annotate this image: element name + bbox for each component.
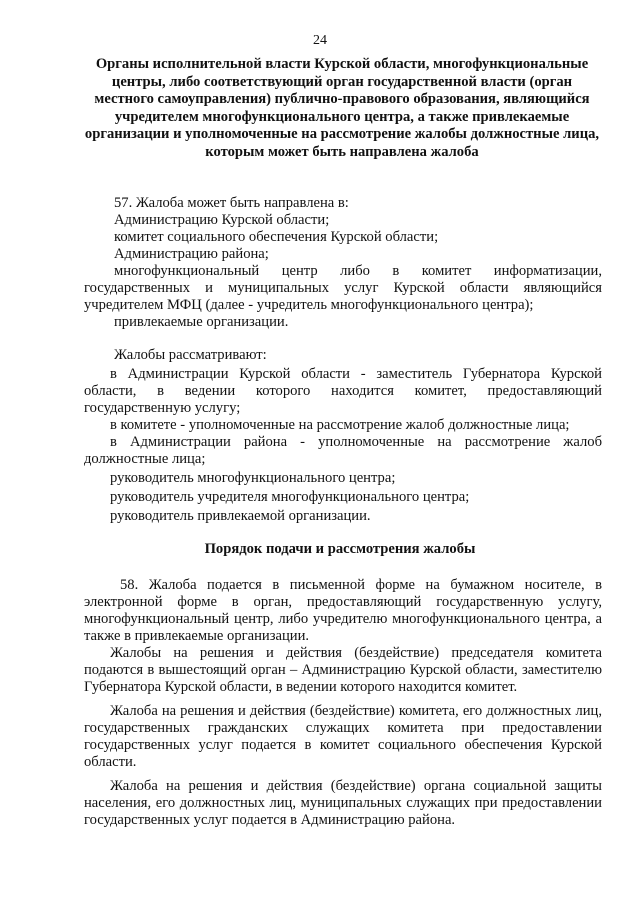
reviewer-item: в Администрации Курской области - заместитель Губернатора Курской области, в ведении которого находится комитет, предоставляющий государственную услугу; (84, 366, 602, 416)
reviewer-item: руководитель многофункционального центра; (110, 470, 396, 486)
clause-57-intro: 57. Жалоба может быть направлена в: (114, 195, 349, 211)
recipient-item: комитет социального обеспечения Курской области; (114, 229, 439, 245)
clause-58-paragraph: Жалоба на решения и действия (бездействие) органа социальной защиты населения, его должностных лиц, муниципальных служащих при предоставлении государственных услуг подается в Администрацию района. (84, 778, 602, 828)
page-number: 24 (313, 33, 327, 48)
clause-57 (84, 195, 602, 331)
reviewers-list (84, 347, 602, 525)
clause-58 (84, 577, 602, 829)
reviewer-item: руководитель учредителя многофункционального центра; (110, 489, 470, 505)
clause-58-paragraph: Жалобы на решения и действия (бездействие) председателя комитета подаются в вышестоящий орган – Администрацию Курской области, заместителю Губернатора Курской области, в ведении которого находится комитет. (84, 645, 602, 695)
section-heading: Органы исполнительной власти Курской области, многофункциональные центры, либо соответствующий орган государственной власти (орган местного самоуправления) публично-правового образования, являющийся учредителем многофункционального центра, а также привлекаемые организации и уполномоченные на рассмотрение жалобы должностные лица, которым может быть направлена жалоба (84, 56, 600, 160)
recipient-item: привлекаемые организации. (114, 314, 289, 330)
reviewer-item: руководитель привлекаемой организации. (110, 508, 371, 524)
recipient-item: Администрацию района; (114, 246, 269, 262)
reviewers-intro: Жалобы рассматривают: (114, 347, 267, 363)
clause-58-paragraph: 58. Жалоба подается в письменной форме на бумажном носителе, в электронной форме в орган, предоставляющий государственную услугу, многофункциональный центр, либо учредителю многофункционального центра, а также в привлекаемые организации. (84, 577, 602, 644)
recipient-item: многофункциональный центр либо в комитет информатизации, государственных и муниципальных услуг Курской области являющийся учредителем МФЦ (далее - учредитель многофункционального центра); (84, 263, 602, 313)
clause-58-paragraph: Жалоба на решения и действия (бездействие) комитета, его должностных лиц, государственных гражданских служащих комитета при предоставлении государственных услуг подается в комитет социального обеспечения Курской области. (84, 703, 602, 770)
reviewer-item: в Администрации района - уполномоченные на рассмотрение жалоб должностные лица; (84, 434, 602, 467)
recipient-item: Администрацию Курской области; (114, 212, 330, 228)
reviewer-item: в комитете - уполномоченные на рассмотрение жалоб должностные лица; (110, 417, 570, 433)
section-title: Порядок подачи и рассмотрения жалобы (204, 541, 476, 557)
